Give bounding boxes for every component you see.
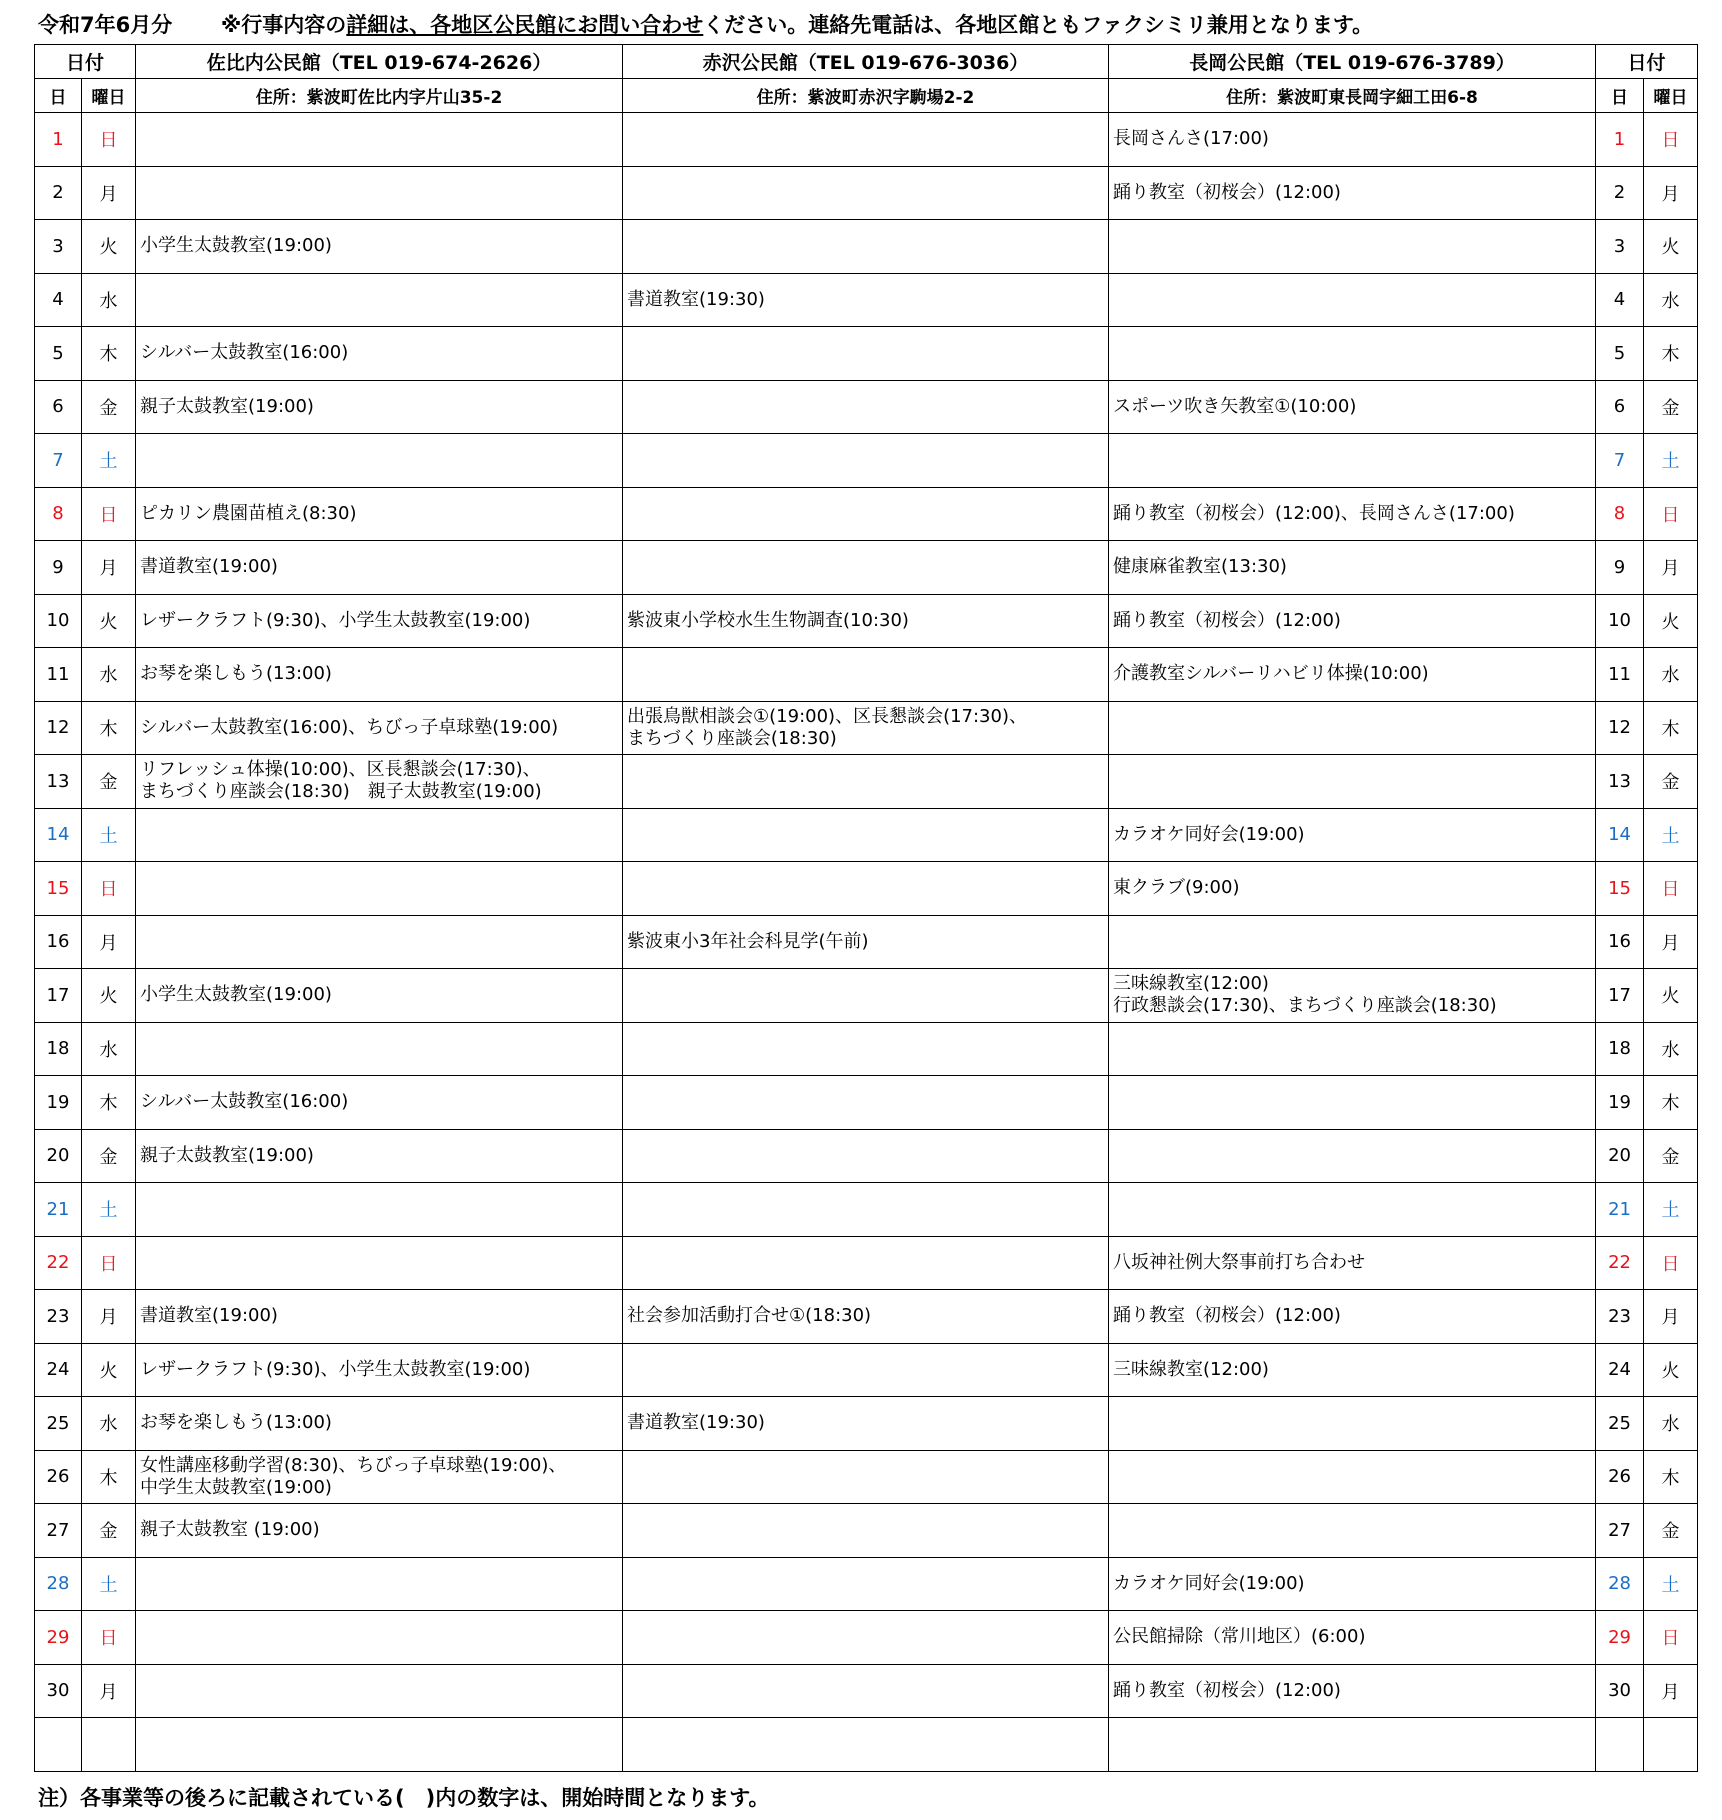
day-number-right: 25	[1596, 1397, 1644, 1451]
notice-underlined: 詳細は、各地区公民館にお問い合わせ	[346, 13, 704, 37]
event-cell-akazawa	[623, 1557, 1109, 1611]
weekday: 木	[82, 327, 136, 381]
event-cell-sahinai: お琴を楽しもう(13:00)	[136, 1397, 623, 1451]
event-cell-sahinai: 書道教室(19:00)	[136, 1290, 623, 1344]
weekday: 木	[82, 1076, 136, 1130]
event-cell-nagaoka: カラオケ同好会(19:00)	[1109, 808, 1596, 862]
weekday: 月	[82, 541, 136, 595]
weekday-right: 木	[1644, 1450, 1698, 1504]
weekday: 月	[82, 166, 136, 220]
weekday-right: 木	[1644, 701, 1698, 755]
weekday-right: 月	[1644, 1664, 1698, 1718]
day-number-right: 21	[1596, 1183, 1644, 1237]
table-row	[35, 701, 1698, 755]
event-cell-akazawa	[623, 487, 1109, 541]
event-cell-akazawa	[623, 327, 1109, 381]
weekday-header-left: 曜日	[82, 79, 136, 113]
day-number-right: 14	[1596, 808, 1644, 862]
weekday-right: 水	[1644, 648, 1698, 702]
event-cell-akazawa	[623, 1611, 1109, 1665]
event-cell-akazawa	[623, 1022, 1109, 1076]
event-cell-akazawa	[623, 1076, 1109, 1130]
weekday: 日	[82, 487, 136, 541]
event-cell-akazawa: 紫波東小3年社会科見学(午前)	[623, 915, 1109, 969]
date-header-right: 日付	[1596, 45, 1698, 79]
weekday-right: 月	[1644, 915, 1698, 969]
weekday: 土	[82, 1557, 136, 1611]
event-cell-sahinai: シルバー太鼓教室(16:00)	[136, 1076, 623, 1130]
day-number: 27	[35, 1504, 82, 1558]
event-cell-nagaoka	[1109, 1504, 1596, 1558]
table-row	[35, 1290, 1698, 1344]
day-number-right: 12	[1596, 701, 1644, 755]
event-cell-sahinai: 親子太鼓教室(19:00)	[136, 1129, 623, 1183]
weekday: 水	[82, 1397, 136, 1451]
event-cell-akazawa	[623, 808, 1109, 862]
weekday-right: 日	[1644, 862, 1698, 916]
weekday: 日	[82, 862, 136, 916]
event-cell-nagaoka	[1109, 1397, 1596, 1451]
event-cell-nagaoka	[1109, 1183, 1596, 1237]
weekday-right: 月	[1644, 166, 1698, 220]
table-row	[35, 648, 1698, 702]
event-cell-nagaoka: 健康麻雀教室(13:30)	[1109, 541, 1596, 595]
event-cell-akazawa: 書道教室(19:30)	[623, 1397, 1109, 1451]
month-label: 令和7年6月分	[38, 13, 173, 37]
day-number-right: 22	[1596, 1236, 1644, 1290]
day-number: 26	[35, 1450, 82, 1504]
day-number-right: 6	[1596, 380, 1644, 434]
day-number: 18	[35, 1022, 82, 1076]
weekday: 日	[82, 1236, 136, 1290]
event-cell-nagaoka: 踊り教室（初桜会）(12:00)	[1109, 594, 1596, 648]
weekday-right: 金	[1644, 380, 1698, 434]
table-row	[35, 1343, 1698, 1397]
event-cell-nagaoka	[1109, 915, 1596, 969]
event-cell-nagaoka: 介護教室シルバーリハビリ体操(10:00)	[1109, 648, 1596, 702]
table-row	[35, 969, 1698, 1023]
event-cell-sahinai: 小学生太鼓教室(19:00)	[136, 220, 623, 274]
table-row	[35, 380, 1698, 434]
weekday-right: 火	[1644, 969, 1698, 1023]
day-number-right: 23	[1596, 1290, 1644, 1344]
day-number: 15	[35, 862, 82, 916]
header-row-1	[35, 45, 1698, 79]
table-row	[35, 434, 1698, 488]
event-cell-akazawa: 紫波東小学校水生生物調査(10:30)	[623, 594, 1109, 648]
event-cell-akazawa	[623, 113, 1109, 167]
day-number-right: 17	[1596, 969, 1644, 1023]
day-number: 21	[35, 1183, 82, 1237]
day-number-right: 4	[1596, 273, 1644, 327]
table-row	[35, 1183, 1698, 1237]
day-number: 17	[35, 969, 82, 1023]
day-number-right: 7	[1596, 434, 1644, 488]
day-number: 11	[35, 648, 82, 702]
table-row	[35, 1611, 1698, 1665]
weekday-right: 月	[1644, 1290, 1698, 1344]
weekday: 火	[82, 220, 136, 274]
event-cell-akazawa	[623, 862, 1109, 916]
weekday-right: 金	[1644, 1129, 1698, 1183]
event-cell-akazawa: 出張鳥獣相談会①(19:00)、区長懇談会(17:30)、 まちづくり座談会(18:30)	[623, 701, 1109, 755]
empty-cell	[1644, 1718, 1698, 1772]
event-cell-sahinai	[136, 808, 623, 862]
footer-note: 注）各事業等の後ろに記載されている( )内の数字は、開始時間となります。	[38, 1786, 770, 1810]
day-number: 3	[35, 220, 82, 274]
weekday-right: 火	[1644, 594, 1698, 648]
hall-name-nagaoka: 長岡公民館（TEL 019-676-3789）	[1109, 45, 1596, 79]
empty-cell	[1596, 1718, 1644, 1772]
day-number: 29	[35, 1611, 82, 1665]
event-cell-akazawa	[623, 220, 1109, 274]
weekday: 火	[82, 1343, 136, 1397]
weekday-right: 月	[1644, 541, 1698, 595]
event-cell-akazawa: 社会参加活動打合せ①(18:30)	[623, 1290, 1109, 1344]
weekday-right: 日	[1644, 1611, 1698, 1665]
day-number: 23	[35, 1290, 82, 1344]
day-number: 9	[35, 541, 82, 595]
weekday: 水	[82, 648, 136, 702]
day-number: 22	[35, 1236, 82, 1290]
event-cell-akazawa	[623, 434, 1109, 488]
weekday: 土	[82, 434, 136, 488]
empty-cell	[136, 1718, 623, 1772]
event-cell-sahinai	[136, 1557, 623, 1611]
table-row	[35, 487, 1698, 541]
table-row	[35, 1557, 1698, 1611]
weekday: 金	[82, 755, 136, 809]
day-number-right: 3	[1596, 220, 1644, 274]
event-cell-sahinai: 小学生太鼓教室(19:00)	[136, 969, 623, 1023]
table-row	[35, 755, 1698, 809]
event-cell-sahinai	[136, 273, 623, 327]
event-cell-nagaoka	[1109, 434, 1596, 488]
day-number: 19	[35, 1076, 82, 1130]
hall-address-sahinai: 住所：紫波町佐比内字片山35-2	[136, 79, 623, 113]
day-number-right: 11	[1596, 648, 1644, 702]
table-row	[35, 594, 1698, 648]
day-number-right: 1	[1596, 113, 1644, 167]
table-row	[35, 1664, 1698, 1718]
event-cell-nagaoka: スポーツ吹き矢教室①(10:00)	[1109, 380, 1596, 434]
day-number-right: 19	[1596, 1076, 1644, 1130]
event-cell-akazawa	[623, 1504, 1109, 1558]
table-row	[35, 1504, 1698, 1558]
weekday-right: 金	[1644, 1504, 1698, 1558]
table-row	[35, 862, 1698, 916]
event-cell-nagaoka: カラオケ同好会(19:00)	[1109, 1557, 1596, 1611]
table-row	[35, 541, 1698, 595]
day-number-right: 18	[1596, 1022, 1644, 1076]
event-cell-sahinai: シルバー太鼓教室(16:00)、ちびっ子卓球塾(19:00)	[136, 701, 623, 755]
day-number-right: 10	[1596, 594, 1644, 648]
table-row	[35, 327, 1698, 381]
day-number: 5	[35, 327, 82, 381]
empty-row	[35, 1718, 1698, 1772]
day-header-left: 日	[35, 79, 82, 113]
day-number: 7	[35, 434, 82, 488]
weekday-right: 木	[1644, 1076, 1698, 1130]
weekday: 木	[82, 701, 136, 755]
weekday-right: 水	[1644, 1022, 1698, 1076]
day-number: 10	[35, 594, 82, 648]
event-cell-nagaoka	[1109, 220, 1596, 274]
weekday: 月	[82, 915, 136, 969]
weekday: 金	[82, 1504, 136, 1558]
weekday: 月	[82, 1290, 136, 1344]
event-cell-nagaoka	[1109, 327, 1596, 381]
day-number-right: 5	[1596, 327, 1644, 381]
event-cell-nagaoka	[1109, 273, 1596, 327]
event-cell-akazawa	[623, 380, 1109, 434]
event-cell-nagaoka	[1109, 1076, 1596, 1130]
event-cell-sahinai	[136, 862, 623, 916]
event-cell-sahinai: 親子太鼓教室(19:00)	[136, 380, 623, 434]
event-cell-akazawa	[623, 969, 1109, 1023]
weekday-right: 火	[1644, 1343, 1698, 1397]
day-number: 25	[35, 1397, 82, 1451]
empty-cell	[35, 1718, 82, 1772]
day-number: 28	[35, 1557, 82, 1611]
event-cell-akazawa	[623, 648, 1109, 702]
day-number-right: 13	[1596, 755, 1644, 809]
table-row	[35, 1129, 1698, 1183]
day-number: 24	[35, 1343, 82, 1397]
day-number-right: 30	[1596, 1664, 1644, 1718]
table-row	[35, 808, 1698, 862]
event-cell-sahinai: シルバー太鼓教室(16:00)	[136, 327, 623, 381]
weekday-right: 水	[1644, 273, 1698, 327]
event-cell-sahinai	[136, 915, 623, 969]
event-cell-sahinai: 女性講座移動学習(8:30)、ちびっ子卓球塾(19:00)、 中学生太鼓教室(19:00)	[136, 1450, 623, 1504]
day-number: 2	[35, 166, 82, 220]
day-number: 12	[35, 701, 82, 755]
weekday-right: 金	[1644, 755, 1698, 809]
page-header	[38, 8, 1718, 42]
day-number: 4	[35, 273, 82, 327]
notice-suffix: ください。連絡先電話は、各地区館ともファクシミリ兼用となります。	[703, 13, 1374, 37]
event-cell-sahinai: リフレッシュ体操(10:00)、区長懇談会(17:30)、 まちづくり座談会(18:30) 親子太鼓教室(19:00)	[136, 755, 623, 809]
table-row	[35, 1450, 1698, 1504]
day-header-right: 日	[1596, 79, 1644, 113]
day-number-right: 26	[1596, 1450, 1644, 1504]
event-cell-nagaoka	[1109, 1129, 1596, 1183]
weekday-right: 日	[1644, 113, 1698, 167]
table-row	[35, 273, 1698, 327]
day-number-right: 27	[1596, 1504, 1644, 1558]
schedule-table	[34, 44, 1698, 1772]
header-row-2	[35, 79, 1698, 113]
day-number: 1	[35, 113, 82, 167]
event-cell-nagaoka	[1109, 701, 1596, 755]
day-number: 13	[35, 755, 82, 809]
weekday-header-right: 曜日	[1644, 79, 1698, 113]
weekday-right: 日	[1644, 1236, 1698, 1290]
weekday: 土	[82, 808, 136, 862]
weekday-right: 火	[1644, 220, 1698, 274]
empty-cell	[623, 1718, 1109, 1772]
event-cell-sahinai	[136, 166, 623, 220]
weekday-right: 土	[1644, 434, 1698, 488]
event-cell-nagaoka: 長岡さんさ(17:00)	[1109, 113, 1596, 167]
empty-cell	[1109, 1718, 1596, 1772]
weekday: 日	[82, 113, 136, 167]
day-number-right: 8	[1596, 487, 1644, 541]
hall-name-sahinai: 佐比内公民館（TEL 019-674-2626）	[136, 45, 623, 79]
event-cell-akazawa	[623, 541, 1109, 595]
day-number: 6	[35, 380, 82, 434]
weekday: 水	[82, 273, 136, 327]
hall-name-akazawa: 赤沢公民館（TEL 019-676-3036）	[623, 45, 1109, 79]
event-cell-nagaoka	[1109, 1022, 1596, 1076]
hall-address-nagaoka: 住所：紫波町東長岡字細工田6-8	[1109, 79, 1596, 113]
weekday: 木	[82, 1450, 136, 1504]
weekday: 金	[82, 1129, 136, 1183]
event-cell-nagaoka: 踊り教室（初桜会）(12:00)	[1109, 166, 1596, 220]
weekday-right: 土	[1644, 1183, 1698, 1237]
weekday: 日	[82, 1611, 136, 1665]
day-number-right: 29	[1596, 1611, 1644, 1665]
event-cell-akazawa	[623, 1183, 1109, 1237]
event-cell-akazawa: 書道教室(19:30)	[623, 273, 1109, 327]
day-number: 8	[35, 487, 82, 541]
day-number-right: 15	[1596, 862, 1644, 916]
date-header-left: 日付	[35, 45, 136, 79]
table-row	[35, 1397, 1698, 1451]
event-cell-sahinai	[136, 434, 623, 488]
weekday-right: 日	[1644, 487, 1698, 541]
event-cell-nagaoka: 東クラブ(9:00)	[1109, 862, 1596, 916]
day-number: 20	[35, 1129, 82, 1183]
table-row	[35, 1076, 1698, 1130]
event-cell-sahinai	[136, 113, 623, 167]
event-cell-akazawa	[623, 1450, 1109, 1504]
weekday: 水	[82, 1022, 136, 1076]
day-number-right: 24	[1596, 1343, 1644, 1397]
event-cell-nagaoka: 踊り教室（初桜会）(12:00)	[1109, 1290, 1596, 1344]
table-row	[35, 1236, 1698, 1290]
event-cell-sahinai	[136, 1611, 623, 1665]
weekday: 金	[82, 380, 136, 434]
event-cell-nagaoka	[1109, 755, 1596, 809]
event-cell-sahinai: ピカリン農園苗植え(8:30)	[136, 487, 623, 541]
table-row	[35, 1022, 1698, 1076]
day-number: 30	[35, 1664, 82, 1718]
day-number-right: 9	[1596, 541, 1644, 595]
table-row	[35, 220, 1698, 274]
event-cell-sahinai: お琴を楽しもう(13:00)	[136, 648, 623, 702]
day-number-right: 2	[1596, 166, 1644, 220]
weekday-right: 土	[1644, 808, 1698, 862]
event-cell-akazawa	[623, 1664, 1109, 1718]
event-cell-akazawa	[623, 1236, 1109, 1290]
event-cell-sahinai	[136, 1236, 623, 1290]
hall-address-akazawa: 住所：紫波町赤沢字駒場2-2	[623, 79, 1109, 113]
event-cell-sahinai: 書道教室(19:00)	[136, 541, 623, 595]
event-cell-sahinai: レザークラフト(9:30)、小学生太鼓教室(19:00)	[136, 1343, 623, 1397]
event-cell-sahinai	[136, 1022, 623, 1076]
weekday: 火	[82, 594, 136, 648]
event-cell-sahinai: 親子太鼓教室 (19:00)	[136, 1504, 623, 1558]
event-cell-nagaoka: 公民館掃除（常川地区）(6:00)	[1109, 1611, 1596, 1665]
event-cell-akazawa	[623, 755, 1109, 809]
day-number-right: 20	[1596, 1129, 1644, 1183]
weekday-right: 水	[1644, 1397, 1698, 1451]
day-number-right: 28	[1596, 1557, 1644, 1611]
weekday: 火	[82, 969, 136, 1023]
event-cell-nagaoka: 踊り教室（初桜会）(12:00)、長岡さんさ(17:00)	[1109, 487, 1596, 541]
table-row	[35, 166, 1698, 220]
event-cell-nagaoka: 三味線教室(12:00)	[1109, 1343, 1596, 1397]
empty-cell	[82, 1718, 136, 1772]
event-cell-nagaoka: 踊り教室（初桜会）(12:00)	[1109, 1664, 1596, 1718]
event-cell-akazawa	[623, 1343, 1109, 1397]
table-row	[35, 915, 1698, 969]
weekday: 月	[82, 1664, 136, 1718]
event-cell-sahinai: レザークラフト(9:30)、小学生太鼓教室(19:00)	[136, 594, 623, 648]
event-cell-nagaoka: 三味線教室(12:00) 行政懇談会(17:30)、まちづくり座談会(18:30)	[1109, 969, 1596, 1023]
event-cell-nagaoka	[1109, 1450, 1596, 1504]
weekday: 土	[82, 1183, 136, 1237]
event-cell-sahinai	[136, 1183, 623, 1237]
weekday-right: 土	[1644, 1557, 1698, 1611]
event-cell-nagaoka: 八坂神社例大祭事前打ち合わせ	[1109, 1236, 1596, 1290]
day-number: 16	[35, 915, 82, 969]
weekday-right: 木	[1644, 327, 1698, 381]
event-cell-sahinai	[136, 1664, 623, 1718]
notice-prefix: ※行事内容の	[220, 13, 347, 37]
event-cell-akazawa	[623, 1129, 1109, 1183]
day-number: 14	[35, 808, 82, 862]
event-cell-akazawa	[623, 166, 1109, 220]
table-row	[35, 113, 1698, 167]
day-number-right: 16	[1596, 915, 1644, 969]
